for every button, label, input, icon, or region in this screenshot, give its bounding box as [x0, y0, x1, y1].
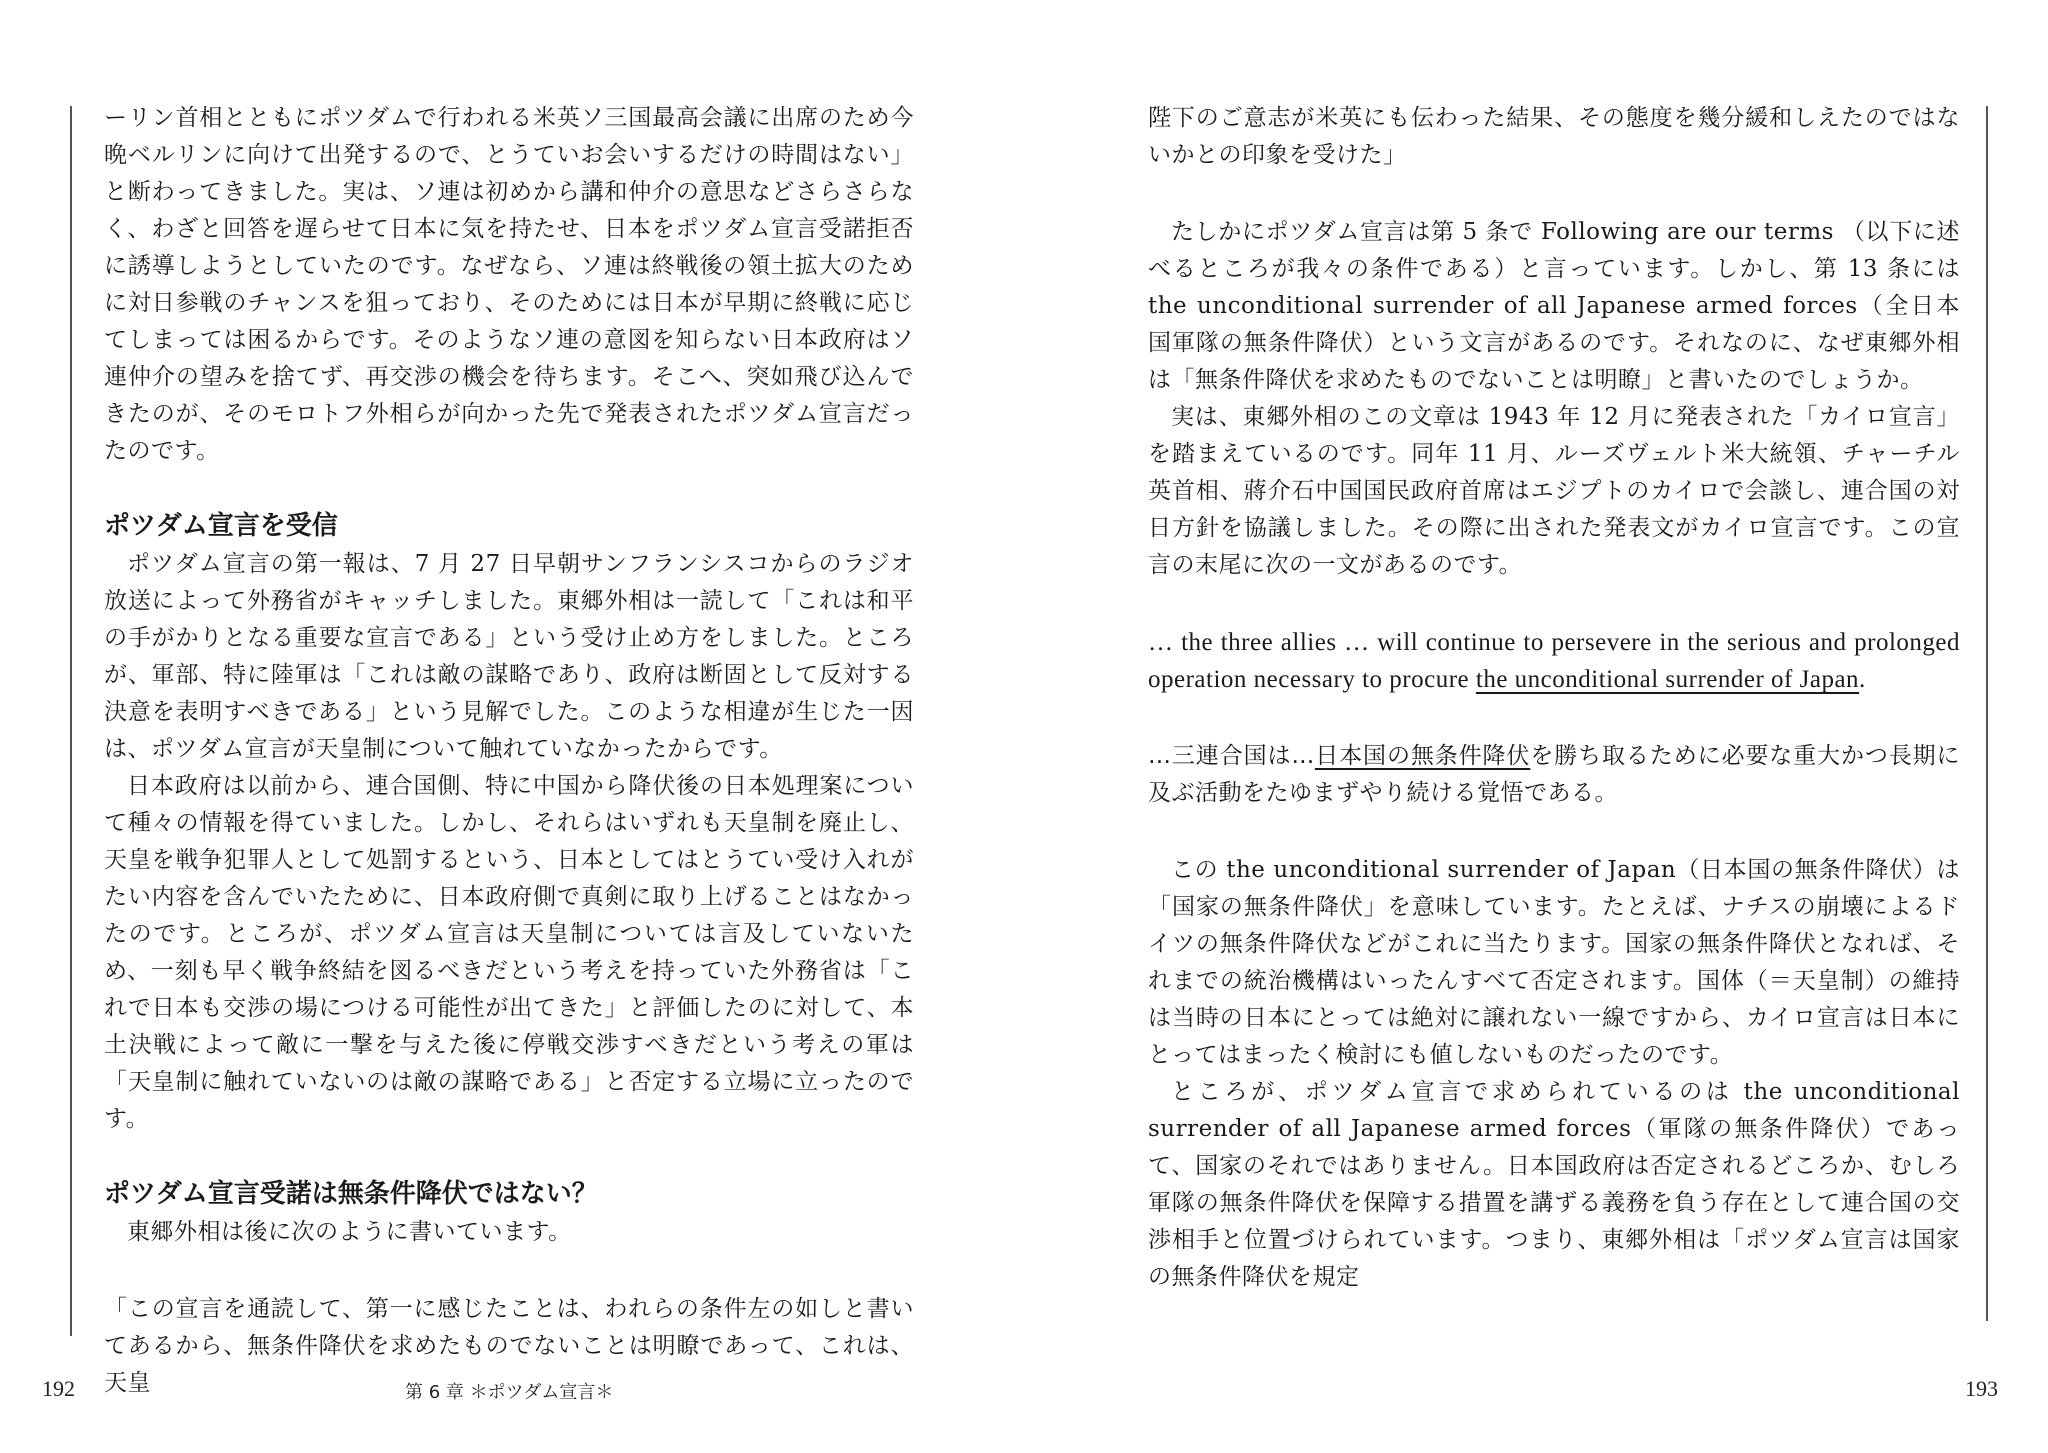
right-page [1148, 100, 1960, 1340]
intro-paragraph: ーリン首相とともにポツダムで行われる米英ソ三国最高会議に出席のため今晩ベルリンに向けて出発するので、とうていお会いするだけの時間はない」と断わってきました。実は、ソ連は初めから講和仲介の意思などさらさらなく、わざと回答を遅らせて日本に気を持たせ、日本をポツダム宣言受諾拒否に誘導しようとしていたのです。なぜなら、ソ連は終戦後の領土拡大のために対日参戦のチャンスを狙っており、そのためには日本が早期に終戦に応じてしまっては困るからです。そのようなソ連の意図を知らない日本政府はソ連仲介の望みを捨てず、再交渉の機会を待ちます。そこへ、突如飛び込んできたのが、そのモロトフ外相らが向かった先で発表されたポツダム宣言だったのです。 [104, 105, 914, 464]
paragraph-togo-wrote: 東郷外相は後に次のように書いています。 [127, 1219, 572, 1245]
paragraph-japanese-government: 日本政府は以前から、連合国側、特に中国から降伏後の日本処理案について種々の情報を得ていました。しかし、それらはいずれも天皇制を廃止し、天皇を戦争犯罪人として処罰するという、日本としてはとうてい受け入れがたい内容を含んでいたために、日本政府側で真剣に取り上げることはなかったのです。ところが、ポツダム宣言は天皇制については言及していないため、一刻も早く戦争終結を図るべきだという考えを持っていた外務省は「これで日本も交渉の場につける可能性が出てきた」と評価したのに対して、本土決戦によって敵に一撃を与えた後に停戦交渉すべきだという考えの軍は「天皇制に触れていないのは敵の謀略である」と否定する立場に立ったのです。 [104, 773, 914, 1132]
paragraph-national-surrender: この the unconditional surrender of Japan（日本国の無条件降伏）は「国家の無条件降伏」を意味しています。たとえば、ナチスの崩壊によるドイツの無条件降伏などがこれに当たります。国家の無条件降伏となれば、それまでの統治機構はいったんすべて否定されます。国体（＝天皇制）の維持は当時の日本にとっては絶対に譲れない一線ですから、カイロ宣言は日本にとってはまったく検討にも値しないものだったのです。 [1148, 857, 1960, 1068]
english-quote-underlined: the unconditional surrender of Japan [1475, 666, 1860, 693]
jp-quote-rest: を勝ち取るために必要な重大かつ長期に及ぶ活動をたゆまずやり続ける覚悟である。 [1148, 743, 1961, 806]
left-margin-rule [70, 106, 72, 1336]
english-quote-text: … the three allies … will continue to persevere in the serious and prolonged operation necessary to procure [1148, 629, 1960, 693]
section-heading-receiving: ポツダム宣言を受信 [104, 511, 338, 541]
paragraph-first-report: ポツダム宣言の第一報は、7 月 27 日早朝サンフランシスコからのラジオ放送によって外務省がキャッチしました。東郷外相は一読して「これは和平の手がかりとなる重要な宣言である」という受け止め方をしました。ところが、軍部、特に陸軍は「これは敵の謀略であり、政府は断固として反対する決意を表明すべきである」という見解でした。このような相違が生じた一因は、ポツダム宣言が天皇制について触れていなかったからです。 [104, 551, 914, 762]
cairo-japanese-quote [1148, 738, 1960, 812]
paragraph-armed-forces: ところが、ポツダム宣言で求められているのは the unconditional surrender of all Japanese armed forces（軍隊の無条件降伏）であって、国家のそれではありません。日本国政府は否定されるどころか、むしろ軍隊の無条件降伏を保障する措置を講ずる義務を負う存在として連合国の交渉相手と位置づけられています。つまり、東郷外相は「ポツダム宣言は国家の無条件降伏を規定 [1148, 1079, 1960, 1290]
running-head: 第 6 章 ＊ポツダム宣言＊ [405, 1382, 614, 1403]
cairo-english-quote [1148, 624, 1960, 698]
jp-quote-start: …三連合国は… [1148, 743, 1315, 769]
english-quote-period: . [1859, 666, 1866, 693]
section-heading-acceptance: ポツダム宣言受諾は無条件降伏ではない？ [104, 1179, 598, 1209]
jp-quote-underlined: 日本国の無条件降伏 [1314, 743, 1531, 769]
paragraph-cairo: 実は、東郷外相のこの文章は 1943 年 12 月に発表された「カイロ宣言」を踏まえているのです。同年 11 月、ルーズヴェルト米大統領、チャーチル英首相、蔣介石中国国民政府首席はエジプトのカイロで会談し、連合国の対日方針を協議しました。その際に出された発表文がカイロ宣言です。この宣言の末尾に次の一文があるのです。 [1148, 404, 1960, 578]
togo-quote-continued: 陛下のご意志が米英にも伝わった結果、その態度を幾分緩和しえたのではないかとの印象を受けた」 [1148, 105, 1960, 168]
right-page-number: 193 [1965, 1376, 1998, 1401]
togo-quote: 「この宣言を通読して、第一に感じたことは、われらの条件左の如しと書いてあるから、無条件降伏を求めたものでないことは明瞭であって、これは、天皇 [104, 1296, 914, 1396]
right-margin-rule [1986, 106, 1988, 1321]
left-page-number: 192 [42, 1376, 75, 1401]
paragraph-article-5: たしかにポツダム宣言は第 5 条で Following are our terms （以下に述べるところが我々の条件である）と言っています。しかし、第 13 条には the unconditional surrender of all Japanese armed forces（全日本国軍隊の無条件降伏）という文言があるのです。それなのに、なぜ東郷外相は「無条件降伏を求めたものでないことは明瞭」と書いたのでしょうか。 [1148, 219, 1960, 393]
